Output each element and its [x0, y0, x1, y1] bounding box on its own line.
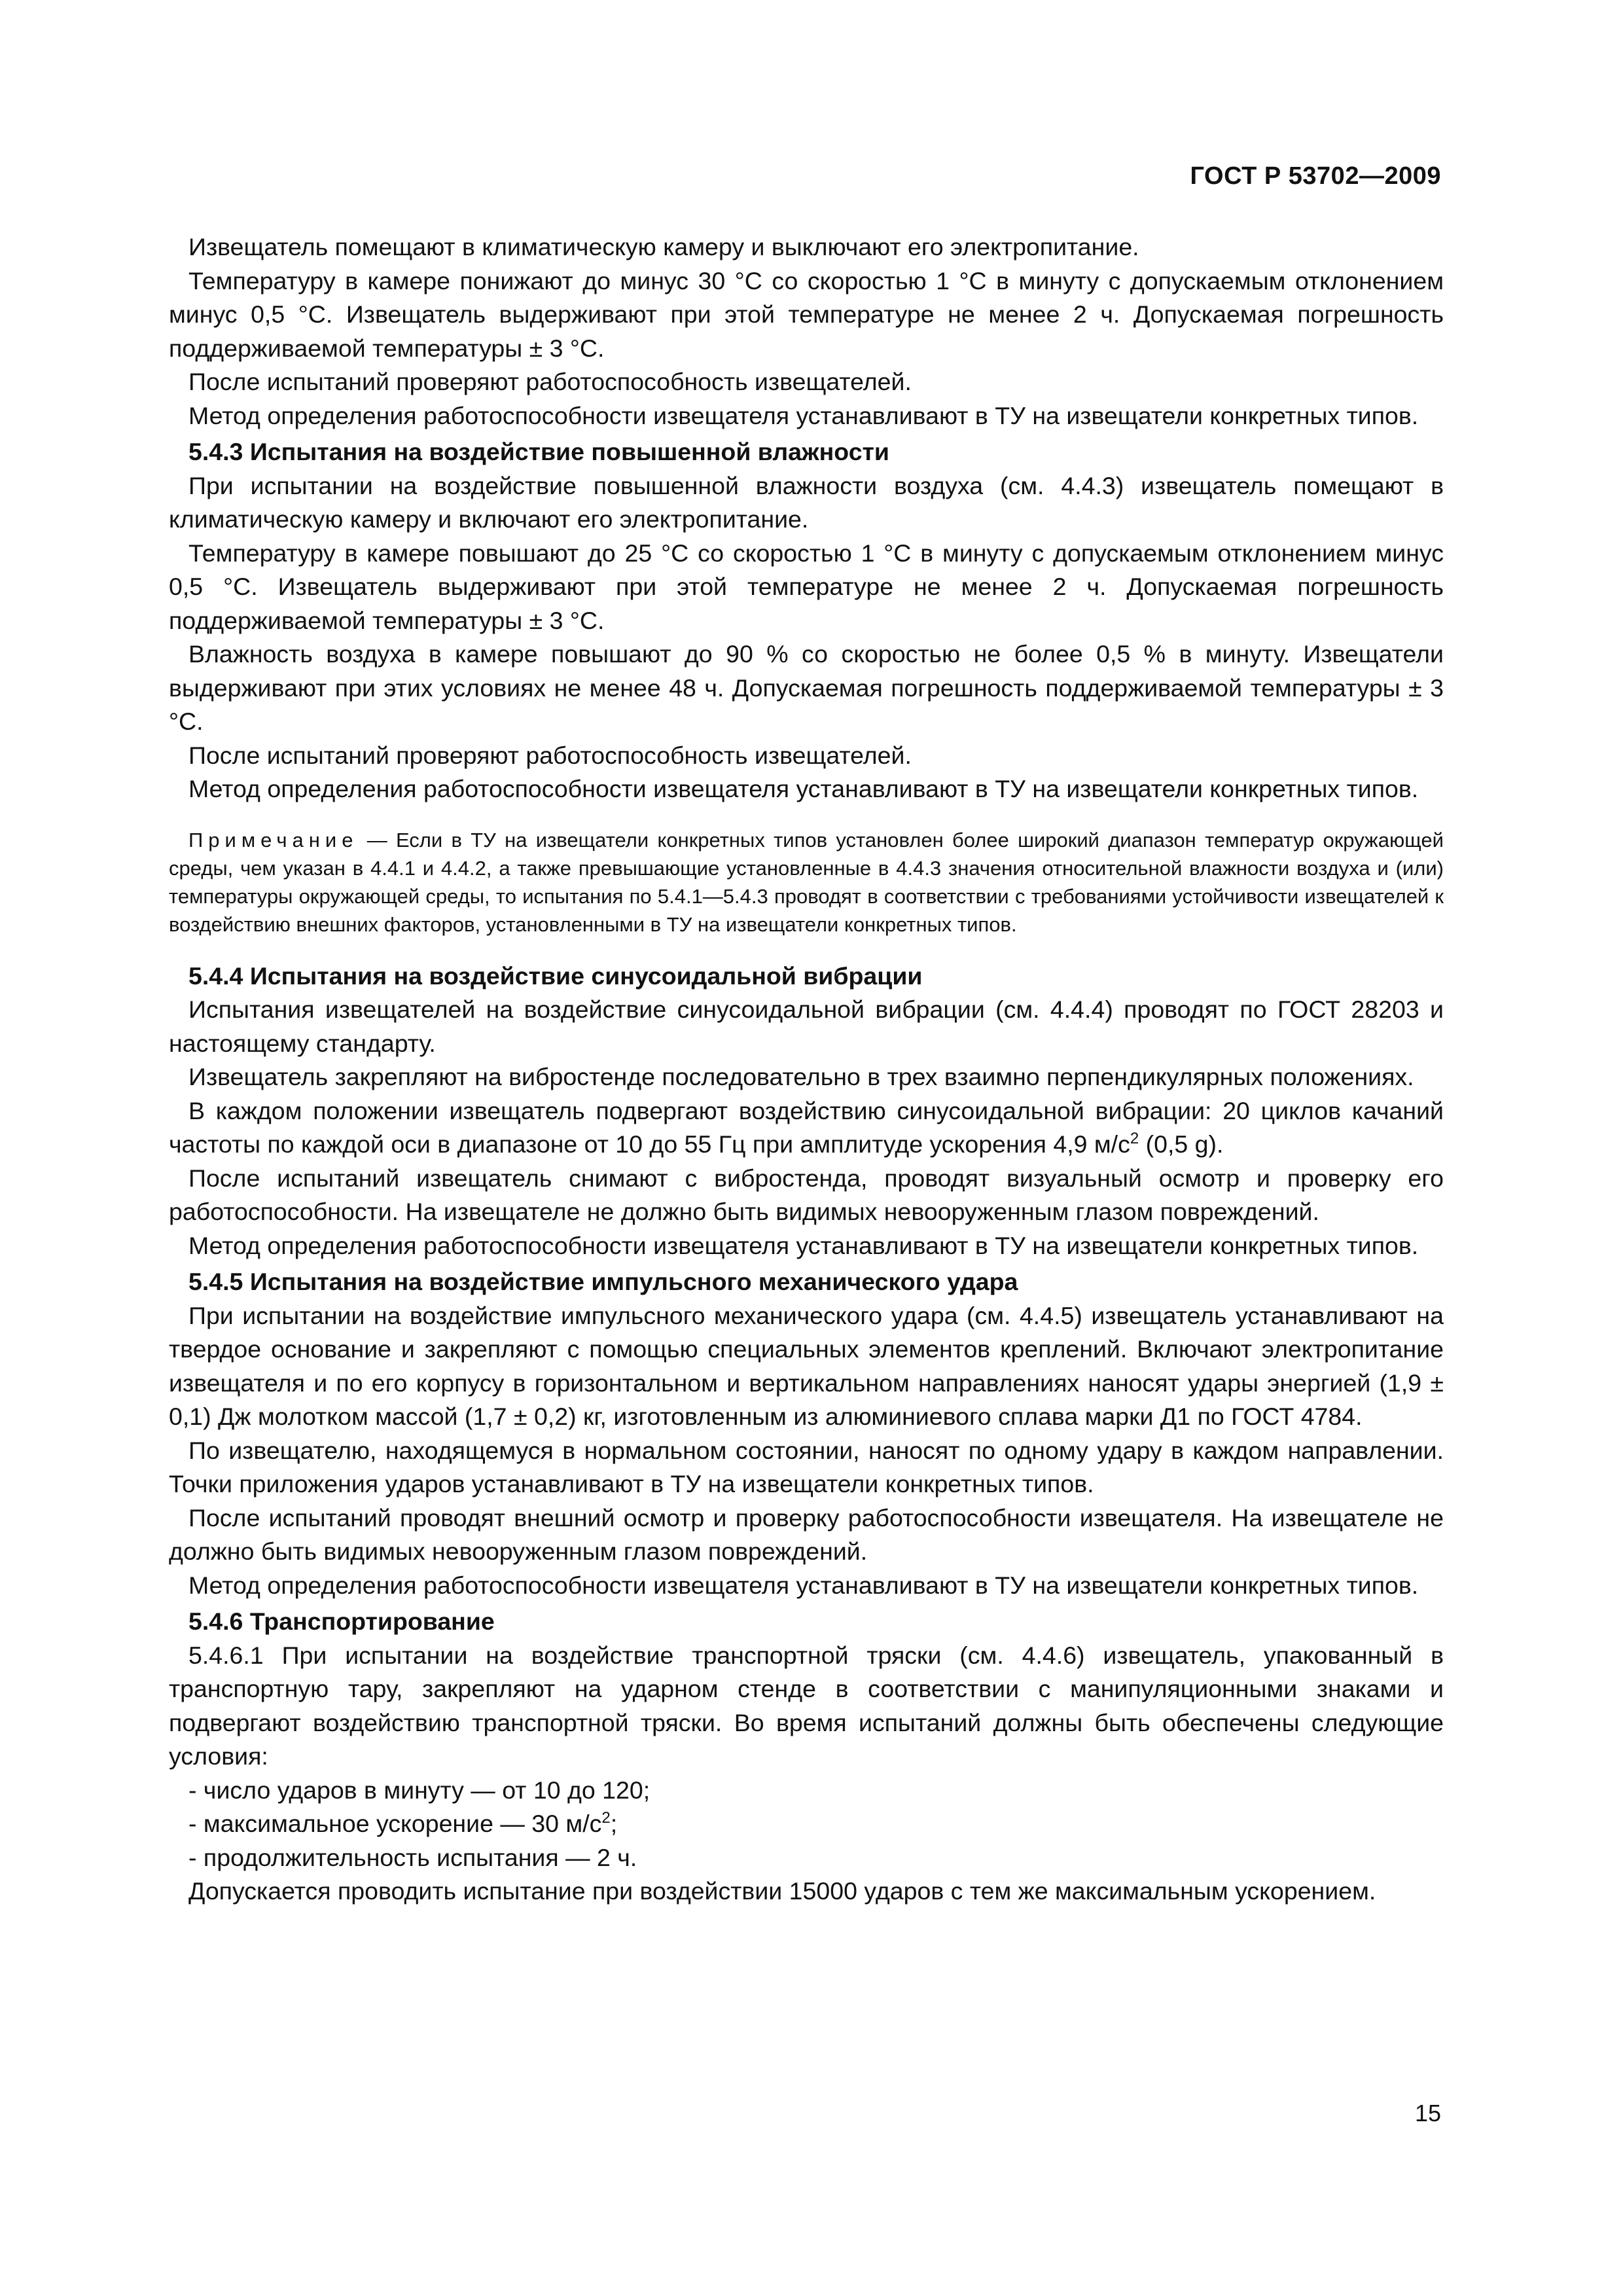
note-label: Примечание [188, 828, 359, 852]
superscript: 2 [1130, 1130, 1139, 1147]
list-item-text: - максимальное ускорение — 30 м/с [188, 1810, 602, 1837]
paragraph: Метод определения работоспособности извещателя устанавливают в ТУ на извещатели конкретных типов. [188, 1231, 1419, 1259]
paragraph: После испытаний извещатель снимают с вибростенда, проводят визуальный осмотр и проверку его работоспособности. На извещателе не должно быть видимых невооруженным глазом повреждений. [169, 1164, 1444, 1225]
list-item [188, 1807, 1444, 1841]
paragraph: При испытании на воздействие импульсного механического удара (см. 4.4.5) извещатель устанавливают на твердое основание и закрепляют с помощью специальных элементов креплений. Включают электропитание извещателя и по его корпусу в горизонтальном и вертикальном направлениях наносят удары энергией (1,9 ± 0,1) Дж молотком массой (1,7 ± 0,2) кг, изготовленным из алюминиевого сплава марки Д1 по ГОСТ 4784. [169, 1301, 1444, 1430]
paragraph: Метод определения работоспособности извещателя устанавливают в ТУ на извещатели конкретных типов. [188, 1571, 1419, 1599]
section-heading-5-4-4: 5.4.4 Испытания на воздействие синусоидальной вибрации [188, 961, 923, 990]
paragraph: Допускается проводить испытание при воздействии 15000 ударов с тем же максимальным ускорением. [188, 1877, 1376, 1905]
conditions-list [169, 1774, 1444, 1875]
paragraph: После испытаний проверяют работоспособность извещателей. [188, 741, 912, 769]
paragraph: После испытаний проверяют работоспособность извещателей. [188, 368, 912, 395]
paragraph: Испытания извещателей на воздействие синусоидальной вибрации (см. 4.4.4) проводят по ГОСТ 28203 и настоящему стандарту. [169, 996, 1444, 1057]
paragraph: Метод определения работоспособности извещателя устанавливают в ТУ на извещатели конкретных типов. [188, 401, 1419, 429]
section-heading-5-4-6: 5.4.6 Транспортирование [188, 1607, 495, 1635]
list-item: - число ударов в минуту — от 10 до 120; [188, 1776, 651, 1804]
superscript: 2 [601, 1809, 611, 1827]
page-number: 15 [1414, 2100, 1441, 2126]
paragraph [169, 1094, 1444, 1162]
list-item-text: ; [610, 1810, 618, 1837]
paragraph: После испытаний проводят внешний осмотр и проверку работоспособности извещателя. На извещателе не должно быть видимых невооруженным глазом повреждений. [169, 1503, 1444, 1565]
paragraph-text: В каждом положении извещатель подвергают воздействию синусоидальной вибрации: 20 циклов качаний частоты по каждой оси в диапазоне от 10 до 55 Гц при амплитуде ускорения 4,9 м/с [169, 1096, 1444, 1158]
paragraph: Метод определения работоспособности извещателя устанавливают в ТУ на извещатели конкретных типов. [188, 775, 1419, 802]
paragraph: Температуру в камере понижают до минус 30 °С со скоростью 1 °С в минуту с допускаемым отклонением минус 0,5 °С. Извещатель выдерживают при этой температуре не менее 2 ч. Допускаемая погрешность поддерживаемой температуры ± 3 °С. [169, 266, 1444, 362]
section-heading-5-4-5: 5.4.5 Испытания на воздействие импульсного механического удара [188, 1268, 1018, 1295]
note [169, 826, 1444, 939]
paragraph: По извещателю, находящемуся в нормальном состоянии, наносят по одному удару в каждом направлении. Точки приложения ударов устанавливают в ТУ на извещатели конкретных типов. [169, 1436, 1444, 1498]
document-id: ГОСТ Р 53702—2009 [1190, 162, 1441, 190]
paragraph: Температуру в камере повышают до 25 °С со скоростью 1 °С в минуту с допускаемым отклонением минус 0,5 °С. Извещатель выдерживают при этой температуре не менее 2 ч. Допускаемая погрешность поддерживаемой температуры ± 3 °С. [169, 539, 1444, 634]
list-item: - продолжительность испытания — 2 ч. [188, 1843, 637, 1871]
paragraph: При испытании на воздействие повышенной влажности воздуха (см. 4.4.3) извещатель помещают в климатическую камеру и включают его электропитание. [169, 471, 1444, 533]
document-body [169, 230, 1444, 1909]
paragraph-text: (0,5 g). [1139, 1130, 1224, 1158]
note-text: — Если в ТУ на извещатели конкретных типов установлен более широкий диапазон температур окружающей среды, чем указан в 4.4.1 и 4.4.2, а также превышающие установленные в 4.4.3 значения относительной влажности воздуха и (или) температуры окружающей среды, то испытания по 5.4.1—5.4.3 проводят в соответствии с требованиями устойчивости извещателей к воздействию внешних факторов, установленными в ТУ на извещатели конкретных типов. [169, 828, 1444, 936]
paragraph: Извещатель закрепляют на вибростенде последовательно в трех взаимно перпендикулярных положениях. [188, 1063, 1414, 1090]
paragraph: Влажность воздуха в камере повышают до 90 % со скоростью не более 0,5 % в минуту. Извещатели выдерживают при этих условиях не менее 48 ч. Допускаемая погрешность поддерживаемой температуры ± 3 °С. [169, 640, 1444, 735]
paragraph: Извещатель помещают в климатическую камеру и выключают его электропитание. [188, 233, 1139, 260]
section-heading-5-4-3: 5.4.3 Испытания на воздействие повышенной влажности [188, 438, 889, 465]
paragraph: 5.4.6.1 При испытании на воздействие транспортной тряски (см. 4.4.6) извещатель, упакованный в транспортную тару, закрепляют на ударном стенде в соответствии с манипуляционными знаками и подвергают воздействию транспортной тряски. Во время испытаний должны быть обеспечены следующие условия: [169, 1641, 1444, 1770]
